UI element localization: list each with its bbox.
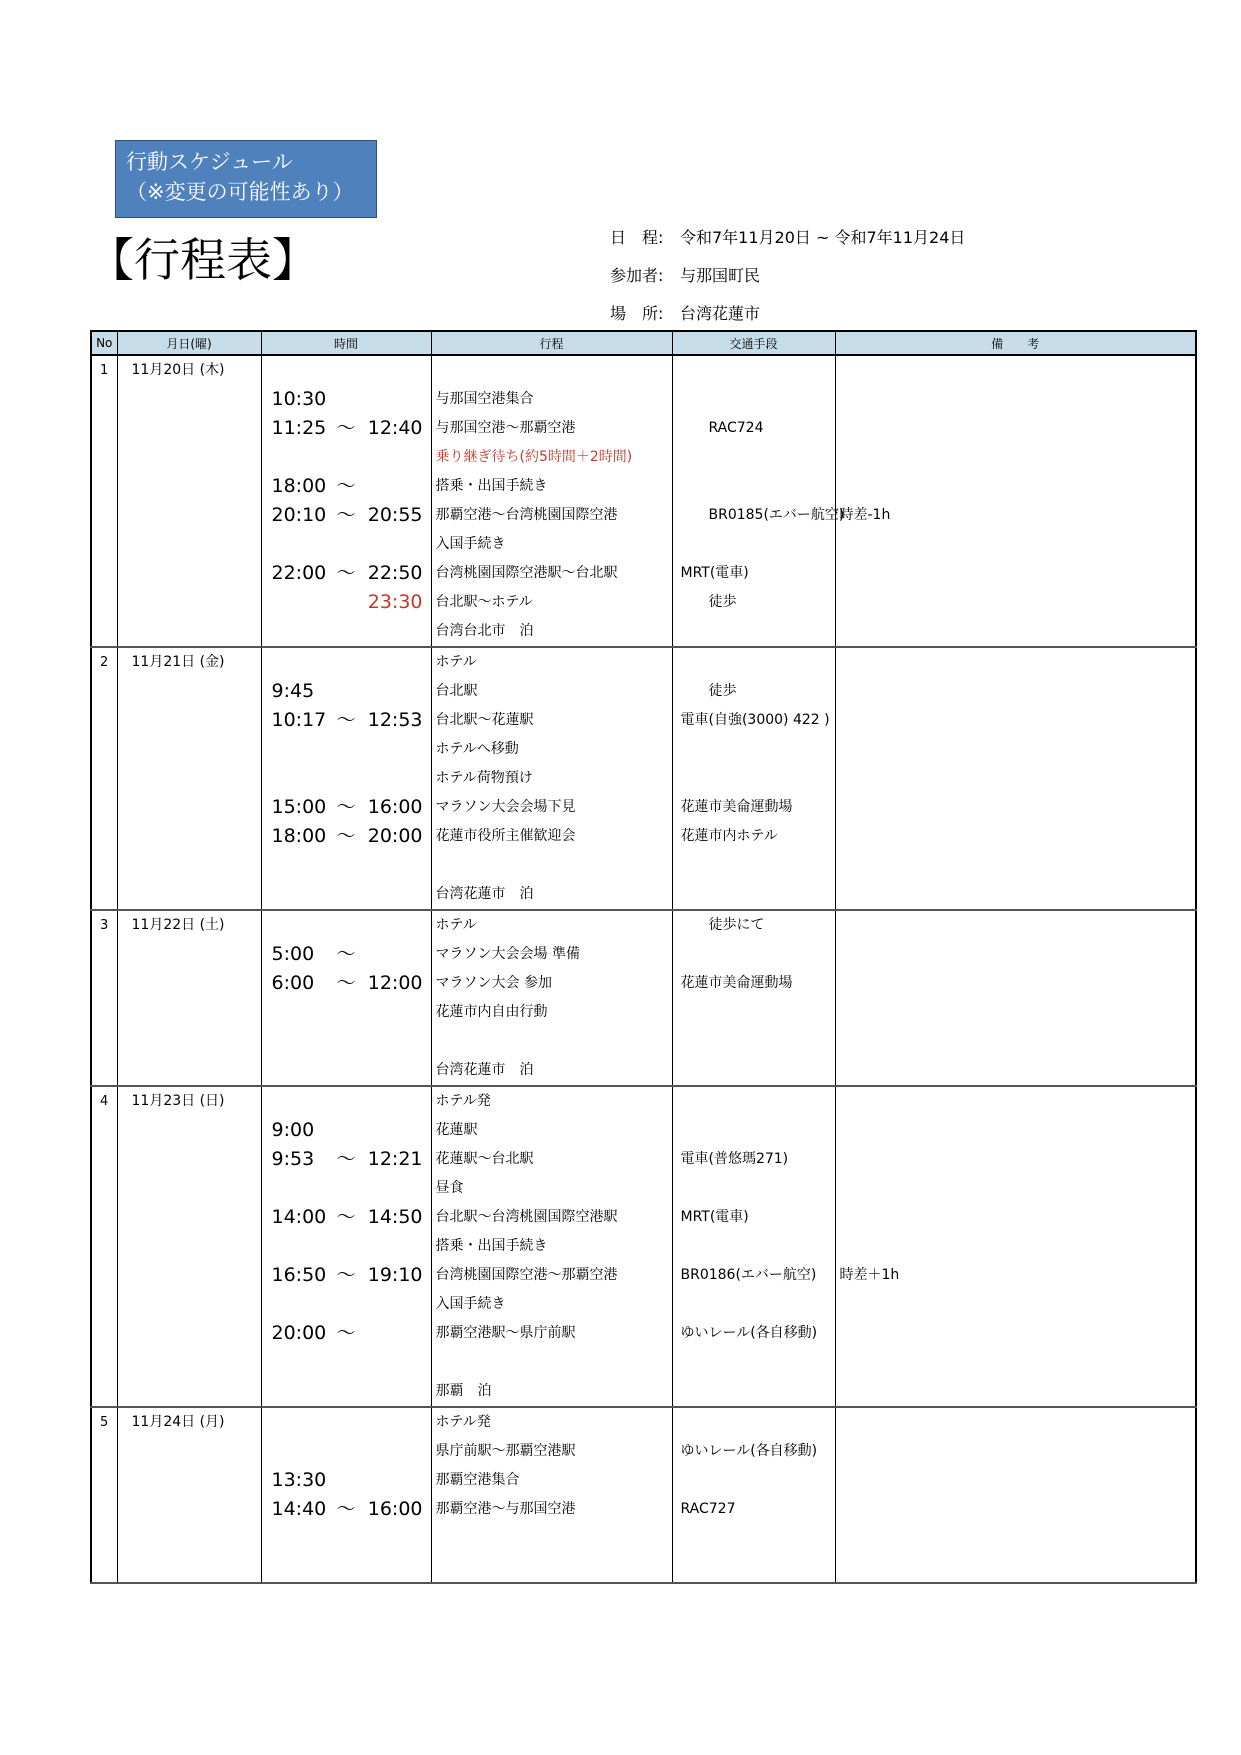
itinerary-item [432,1348,672,1377]
day-date: 11月21日 (金) [131,654,225,670]
transport-item: BR0185(エバー航空) [680,507,845,523]
itinerary-item: 花蓮市役所主催歓迎会 [435,828,576,844]
transport-item [673,356,835,385]
time-end: 22:50 [367,562,423,584]
time-line [262,822,431,851]
time-separator: ～ [336,1498,356,1520]
transport-item [673,472,835,501]
time-line [262,1495,431,1524]
remark-item [836,414,1196,443]
time-separator: ～ [336,796,356,818]
remark-item [836,880,1196,909]
time-line [262,1290,431,1319]
time-line [262,1232,431,1261]
day-number-cell [91,910,117,1086]
time-cell [261,355,431,647]
transport-item: ゆいレール(各自移動) [680,1443,818,1459]
itinerary-item: 入国手続き [435,536,506,552]
transport-item: RAC727 [680,1501,736,1517]
transport-item: MRT(電車) [680,1209,749,1225]
time-cell [261,910,431,1086]
time-end: 23:30 [367,591,423,613]
time-separator: ～ [336,972,356,994]
time-start: 9:45 [271,680,315,702]
time-end: 16:00 [367,796,423,818]
remark-item [836,559,1196,588]
itinerary-item [432,356,672,385]
itinerary-item: 花蓮駅 [435,1122,478,1138]
time-line [262,501,431,530]
itinerary-item: 那覇空港集合 [435,1472,520,1488]
time-line [262,1203,431,1232]
time-line [262,1553,431,1582]
time-line [262,1261,431,1290]
time-end: 20:55 [367,504,423,526]
itinerary-item: 台湾桃園国際空港駅～台北駅 [435,565,618,581]
remark-item [836,648,1196,677]
transport-item: RAC724 [680,420,764,436]
itinerary-item: マラソン大会会場 準備 [435,946,580,962]
remark-item [836,1056,1196,1085]
itinerary-item: 台湾花蓮市 泊 [435,886,534,902]
time-line [262,1524,431,1553]
transport-item [673,385,835,414]
itinerary-item: 搭乗・出国手続き [435,1238,548,1254]
itinerary-item: ホテル荷物預け [435,770,533,786]
time-cell [261,647,431,910]
time-line [262,414,431,443]
remark-item [836,617,1196,646]
day-date-cell [117,1086,261,1407]
itinerary-item: 台湾花蓮市 泊 [435,1062,534,1078]
time-separator: ～ [336,943,356,965]
day-date: 11月20日 (木) [131,362,225,378]
table-row [91,910,1196,1086]
transport-item [673,998,835,1027]
day-date-cell [117,355,261,647]
time-line [262,793,431,822]
time-end: 16:00 [367,1498,423,1520]
itinerary-item [432,851,672,880]
itinerary-item: 県庁前駅～那覇空港駅 [435,1443,576,1459]
remark-item [836,735,1196,764]
info-date-label: 日 程: [610,228,664,247]
time-line [262,1377,431,1406]
time-line [262,998,431,1027]
remark-item [836,588,1196,617]
time-line [262,969,431,998]
transport-item [673,443,835,472]
remark-item [836,530,1196,559]
badge-line-2: （※変更の可能性あり） [126,180,354,204]
remarks-cell [835,910,1196,1086]
time-line [262,1348,431,1377]
table-row [91,647,1196,910]
itinerary-item: 与那国空港～那覇空港 [435,420,576,436]
remark-item [836,472,1196,501]
remark-item [836,385,1196,414]
time-separator: ～ [336,1264,356,1286]
time-end: 19:10 [367,1264,423,1286]
itinerary-item: 那覇空港～与那国空港 [435,1501,576,1517]
time-line [262,706,431,735]
day-number: 1 [100,363,109,378]
time-start: 10:30 [271,388,327,410]
time-line [262,1174,431,1203]
time-line [262,677,431,706]
header-itinerary: 行程 [431,331,672,355]
time-start: 11:25 [271,417,327,439]
time-line [262,648,431,677]
remark-item [836,1174,1196,1203]
day-date-cell [117,910,261,1086]
transport-item [673,940,835,969]
time-separator: ～ [336,1322,356,1344]
time-line [262,1145,431,1174]
time-line [262,443,431,472]
time-line [262,940,431,969]
time-line [262,559,431,588]
itinerary-item: マラソン大会会場下見 [435,799,576,815]
itinerary-item: 搭乗・出国手続き [435,478,548,494]
transport-item: 電車(自強(3000) 422 ) [680,712,830,728]
remark-item [836,1087,1196,1116]
remark-item [836,1232,1196,1261]
header-date: 月日(曜) [117,331,261,355]
time-separator: ～ [336,562,356,584]
day-date: 11月22日 (土) [131,917,225,933]
itinerary-cell [431,355,672,647]
remarks-cell [835,1086,1196,1407]
remark-item [836,969,1196,998]
transport-item [673,617,835,646]
transport-item [673,1116,835,1145]
time-start: 15:00 [271,796,327,818]
day-number: 3 [100,918,109,933]
time-start: 16:50 [271,1264,327,1286]
transport-item: 徒歩 [680,683,737,699]
transport-item: 電車(普悠瑪271) [680,1151,789,1167]
time-end: 12:21 [367,1148,423,1170]
itinerary-item: 那覇空港駅～県庁前駅 [435,1325,576,1341]
itinerary-cell [431,647,672,910]
time-line [262,735,431,764]
transport-cell [672,910,835,1086]
time-line [262,356,431,385]
time-separator: ～ [336,1206,356,1228]
time-line [262,472,431,501]
remark-item [836,998,1196,1027]
day-number-cell [91,355,117,647]
remarks-cell [835,355,1196,647]
day-date: 11月23日 (日) [131,1093,225,1109]
transport-item [673,1408,835,1437]
info-participants [610,266,760,286]
transport-item [673,1174,835,1203]
header-time: 時間 [261,331,431,355]
time-line [262,911,431,940]
header-transport: 交通手段 [672,331,835,355]
transport-item [673,1553,835,1582]
info-participants-label: 参加者: [610,266,664,285]
transport-item: 花蓮市美侖運動場 [680,975,793,991]
time-end: 20:00 [367,825,423,847]
transport-item [673,851,835,880]
time-start: 14:40 [271,1498,327,1520]
remark-item: 時差＋1h [839,1267,900,1283]
time-start: 20:00 [271,1322,327,1344]
transport-item [673,1056,835,1085]
time-end: 12:40 [367,417,423,439]
transport-item [673,1087,835,1116]
day-date-cell [117,647,261,910]
time-separator: ～ [336,709,356,731]
remark-item [836,1319,1196,1348]
remark-item [836,822,1196,851]
itinerary-item: 乗り継ぎ待ち(約5時間＋2時間) [435,449,633,465]
transport-item: 徒歩にて [680,917,765,933]
itinerary-item: 入国手続き [435,1296,506,1312]
badge-line-1: 行動スケジュール [126,150,293,174]
day-number-cell [91,1407,117,1583]
transport-item [673,1466,835,1495]
time-separator: ～ [336,417,356,439]
itinerary-item: ホテル発 [435,1093,491,1109]
transport-item: ゆいレール(各自移動) [680,1325,818,1341]
transport-item: BR0186(エバー航空) [680,1267,817,1283]
time-start: 9:00 [271,1119,315,1141]
time-line [262,1056,431,1085]
remark-item: 時差-1h [839,507,891,523]
time-separator: ～ [336,1148,356,1170]
time-line [262,530,431,559]
table-row [91,355,1196,647]
info-date-value: 令和7年11月20日 ~ 令和7年11月24日 [680,228,966,247]
transport-cell [672,355,845,647]
table-row [91,1407,1196,1583]
table-row [91,1086,1196,1407]
time-line [262,1087,431,1116]
remark-item [836,764,1196,793]
itinerary-cell [431,1407,672,1583]
time-start: 20:10 [271,504,327,526]
remark-item [836,1495,1196,1524]
day-number-cell [91,647,117,910]
time-separator: ～ [336,475,356,497]
itinerary-item: ホテル発 [435,1414,491,1430]
remark-item [836,1348,1196,1377]
info-place [610,304,760,324]
day-date: 11月24日 (月) [131,1414,225,1430]
transport-cell [672,1407,835,1583]
itinerary-item: 那覇空港～台湾桃園国際空港 [435,507,618,523]
itinerary-item: 台北駅～台湾桃園国際空港駅 [435,1209,618,1225]
remark-item [836,1466,1196,1495]
time-line [262,385,431,414]
itinerary-item [432,1027,672,1056]
itinerary-item [432,1553,672,1582]
transport-item [673,648,835,677]
remarks-cell [835,647,1196,910]
remark-item [836,356,1196,385]
itinerary-item: 与那国空港集合 [435,391,534,407]
time-start: 18:00 [271,825,327,847]
transport-cell [672,647,835,910]
info-place-value: 台湾花蓮市 [680,304,761,323]
header-remarks: 備 考 [835,331,1196,355]
time-line [262,617,431,646]
info-participants-value: 与那国町民 [680,266,761,285]
time-cell [261,1086,431,1407]
time-line [262,764,431,793]
time-line [262,1437,431,1466]
remark-item [836,1290,1196,1319]
transport-item [673,1027,835,1056]
info-place-label: 場 所: [610,304,664,323]
header-no: No [91,331,117,355]
time-line [262,1466,431,1495]
remarks-cell [835,1407,1196,1583]
itinerary-item: 台北駅 [435,683,478,699]
table-header-row [91,331,1196,355]
time-end: 12:00 [367,972,423,994]
remark-item [836,1553,1196,1582]
itinerary-cell [431,1086,672,1407]
remark-item [836,1524,1196,1553]
transport-item: 花蓮市内ホテル [680,828,778,844]
remark-item [836,793,1196,822]
time-start: 5:00 [271,943,315,965]
time-line [262,880,431,909]
time-line [262,1319,431,1348]
remark-item [836,1377,1196,1406]
itinerary-item: 昼食 [435,1180,464,1196]
time-line [262,1027,431,1056]
remark-item [836,1203,1196,1232]
itinerary-item: 台湾桃園国際空港～那覇空港 [435,1267,618,1283]
time-start: 18:00 [271,475,327,497]
transport-cell [672,1086,835,1407]
itinerary-item: ホテルへ移動 [435,741,519,757]
transport-item [673,530,835,559]
remark-item [836,851,1196,880]
time-end: 14:50 [367,1206,423,1228]
schedule-badge [115,140,377,218]
transport-item: 徒歩 [680,594,737,610]
transport-item [673,1524,835,1553]
time-separator: ～ [336,825,356,847]
time-line [262,851,431,880]
transport-item [673,1232,835,1261]
day-number: 5 [100,1415,109,1430]
day-number-cell [91,1086,117,1407]
remark-item [836,1145,1196,1174]
transport-item [673,764,835,793]
page-title: 【行程表】 [88,233,318,287]
remark-item [836,940,1196,969]
transport-item [673,1377,835,1406]
time-start: 9:53 [271,1148,315,1170]
remark-item [836,1437,1196,1466]
transport-item: 花蓮市美侖運動場 [680,799,793,815]
itinerary-item: マラソン大会 参加 [435,975,552,991]
time-separator: ～ [336,504,356,526]
remark-item [836,1116,1196,1145]
remark-item [836,911,1196,940]
transport-item [673,1290,835,1319]
transport-item [673,1348,835,1377]
itinerary-cell [431,910,672,1086]
remark-item [836,677,1196,706]
itinerary-item [432,1524,672,1553]
time-end: 12:53 [367,709,423,731]
itinerary-item: ホテル [435,654,477,670]
remark-item [836,443,1196,472]
info-date [610,228,965,248]
transport-item: MRT(電車) [680,565,749,581]
time-line [262,588,431,617]
itinerary-item: 台湾台北市 泊 [435,623,534,639]
day-date-cell [117,1407,261,1583]
itinerary-item: 台北駅～花蓮駅 [435,712,534,728]
time-start: 6:00 [271,972,315,994]
time-start: 14:00 [271,1206,327,1228]
itinerary-item: 那覇 泊 [435,1383,492,1399]
time-line [262,1408,431,1437]
itinerary-item: 台北駅～ホテル [435,594,533,610]
day-number: 2 [100,655,109,670]
time-cell [261,1407,431,1583]
transport-item [673,880,835,909]
remark-item [836,1408,1196,1437]
time-start: 13:30 [271,1469,327,1491]
time-line [262,1116,431,1145]
itinerary-item: 花蓮駅～台北駅 [435,1151,534,1167]
time-start: 22:00 [271,562,327,584]
itinerary-item: ホテル [435,917,477,933]
itinerary-item: 花蓮市内自由行動 [435,1004,548,1020]
day-number: 4 [100,1094,109,1109]
schedule-table [90,330,1197,1584]
transport-item [673,735,835,764]
remark-item [836,1027,1196,1056]
time-start: 10:17 [271,709,327,731]
remark-item [836,706,1196,735]
